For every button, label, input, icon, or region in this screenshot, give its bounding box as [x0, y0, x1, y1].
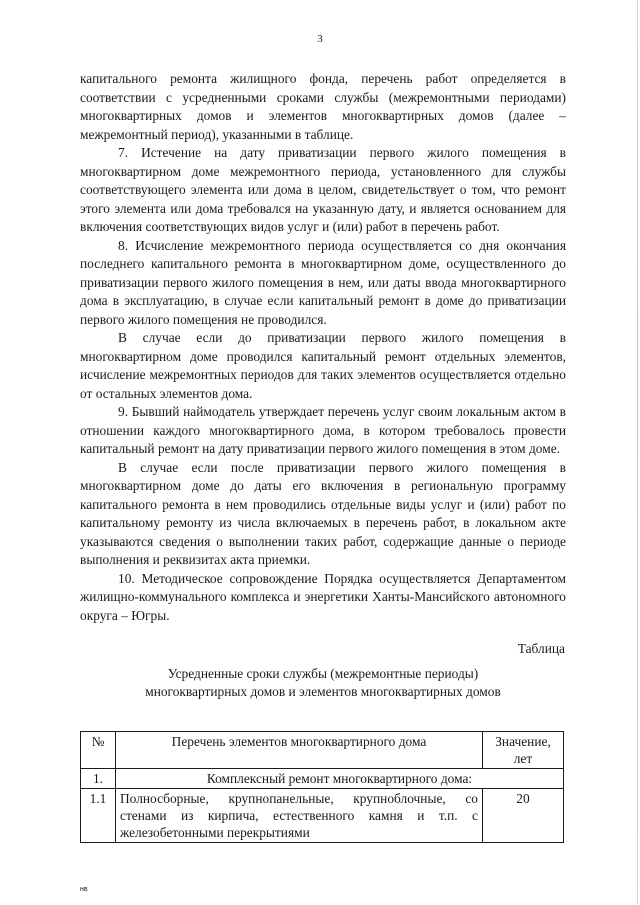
header-elements: Перечень элементов многоквартирного дома: [116, 732, 483, 769]
row-value: 20: [483, 789, 564, 843]
document-body: [80, 70, 566, 625]
table-label: Таблица: [517, 641, 565, 656]
row-number: 1.: [81, 769, 116, 789]
table-row: [81, 769, 564, 789]
paragraph-8-continued: В случае если до приватизации первого жилого помещения в многоквартирном доме проводился капитальный ремонт отдельных элементов, исчисление межремонтных периодов для таких элементов осуществляется отдельно от остальных элементов дома.: [80, 330, 566, 401]
table-title: [80, 665, 566, 701]
paragraph-8: 8. Исчисление межремонтного периода осуществляется со дня окончания последнего капитального ремонта в многоквартирном доме, осуществленного до приватизации первого жилого помещения в нем, или даты ввода многоквартирного дома в эксплуатацию, в случае если капитальный ремонт в доме до приватизации первого жилого помещения не проводился.: [80, 237, 566, 327]
row-text: Комплексный ремонт многоквартирного дома:: [116, 769, 564, 789]
table-title-line-1: Усредненные сроки службы (межремонтные периоды): [167, 666, 479, 681]
row-number: 1.1: [81, 789, 116, 843]
paragraph-9-continued: В случае если после приватизации первого жилого помещения в многоквартирном доме до даты его включения в региональную программу капитального ремонта в нем проводились отдельные виды услуг и (или) работ по капитальному ремонту из числа включаемых в перечень работ, в локальном акте указываются сведения о выполнении таких работ, содержащие данные о периоде выполнения и реквизитах акта приемки.: [80, 459, 566, 567]
table-title-line-2: многоквартирных домов и элементов многоквартирных домов: [145, 684, 501, 699]
header-number: №: [81, 732, 116, 769]
page-number: 3: [317, 33, 323, 45]
header-value: Значение, лет: [483, 732, 564, 769]
footnote-initials: нв: [80, 886, 88, 893]
table-row: [81, 789, 564, 843]
table-header-row: [81, 732, 564, 769]
scan-edge-line: [637, 0, 638, 905]
service-life-table: [80, 731, 564, 843]
paragraph-7: 7. Истечение на дату приватизации первого жилого помещения в многоквартирном доме межремонтного периода, установленного для службы соответствующего элемента или дома в целом, свидетельствует о том, что ремонт этого элемента или дома требовался на указанную дату, и является основанием для включения соответствующих видов услуг и (или) работ в перечень работ.: [80, 145, 566, 234]
paragraph-9: 9. Бывший наймодатель утверждает перечень услуг своим локальным актом в отношении каждого многоквартирного дома, в котором требовалось провести капитальный ремонт на дату приватизации первого жилого помещения в этом доме.: [80, 404, 566, 456]
paragraph-continuation: капитального ремонта жилищного фонда, перечень работ определяется в соответствии с усредненными сроками службы (межремонтными периодами) многоквартирных домов и элементов многоквартирных домов (далее – межремонтный период), указанными в таблице.: [80, 71, 566, 142]
paragraph-10: 10. Методическое сопровождение Порядка осуществляется Департаментом жилищно-коммунального комплекса и энергетики Ханты-Мансийского автономного округа – Югры.: [80, 570, 566, 623]
row-text: Полносборные, крупнопанельные, крупноблочные, со стенами из кирпича, естественного камня и т.п. с железобетонными перекрытиями: [116, 789, 483, 843]
